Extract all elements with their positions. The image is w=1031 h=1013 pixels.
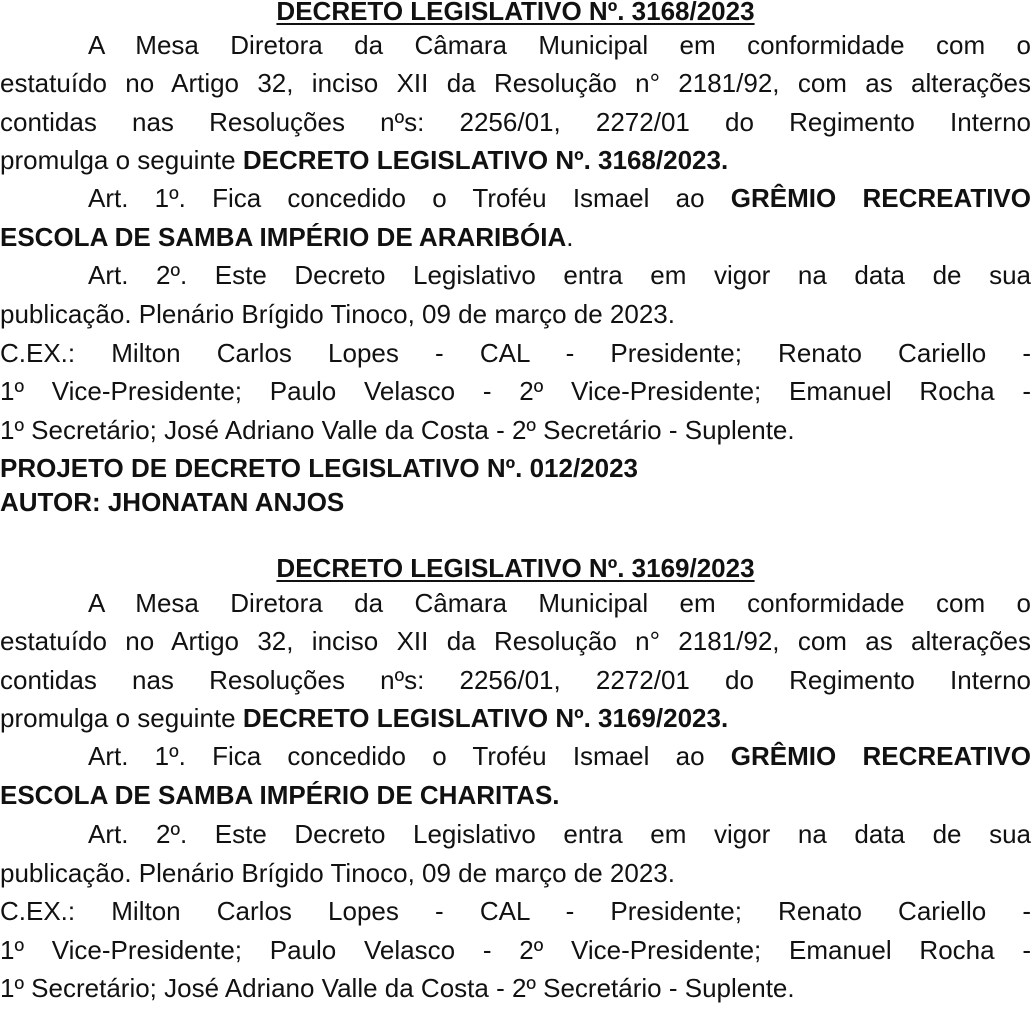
decree-1-art1-line-2 bbox=[0, 218, 1031, 256]
decree-2-intro-line-3: contidas nas Resoluções nºs: 2256/01, 2272/01 do Regimento Interno bbox=[0, 665, 1031, 695]
decree-1-art1-line-1-bold: GRÊMIO RECREATIVO bbox=[730, 183, 1031, 213]
decree-2-art1-line-1-text: Art. 1º. Fica concedido o Troféu Ismael ao bbox=[88, 741, 731, 771]
decree-1-cex-line-2: 1º Vice-Presidente; Paulo Velasco - 2º Vice-Presidente; Emanuel Rocha - bbox=[0, 376, 1031, 406]
decree-1-art1-line-2-bold: ESCOLA DE SAMBA IMPÉRIO DE ARARIBÓIA bbox=[0, 222, 567, 252]
decree-1-intro-line-4-text: promulga o seguinte bbox=[0, 145, 243, 175]
project-number bbox=[0, 449, 1031, 487]
decree-2-cex-line-3: 1º Secretário; José Adriano Valle da Costa - 2º Secretário - Suplente. bbox=[0, 973, 795, 1003]
decree-2-art2-line-1: Art. 2º. Este Decreto Legislativo entra em vigor na data de sua bbox=[88, 819, 1031, 849]
decree-1-intro-line-2: estatuído no Artigo 32, inciso XII da Resolução n° 2181/92, com as alterações bbox=[0, 68, 1031, 98]
decree-1-art2-line-1: Art. 2º. Este Decreto Legislativo entra em vigor na data de sua bbox=[88, 260, 1031, 290]
decree-1-intro-line-4-bold: DECRETO LEGISLATIVO Nº. 3168/2023. bbox=[242, 145, 729, 175]
decree-2-intro-line-4 bbox=[0, 699, 1031, 737]
decree-1-title-text: DECRETO LEGISLATIVO Nº. 3168/2023 bbox=[276, 0, 755, 26]
decree-2-intro-line-1: A Mesa Diretora da Câmara Municipal em conformidade com o bbox=[88, 588, 1031, 618]
decree-1-intro-line-3: contidas nas Resoluções nºs: 2256/01, 2272/01 do Regimento Interno bbox=[0, 107, 1031, 137]
project-author-text: AUTOR: JHONATAN ANJOS bbox=[0, 487, 345, 517]
decree-2-art1-line-1 bbox=[0, 737, 1031, 775]
decree-1-art1-line-1-text: Art. 1º. Fica concedido o Troféu Ismael ao bbox=[88, 183, 731, 213]
decree-2-intro-line-2: estatuído no Artigo 32, inciso XII da Resolução n° 2181/92, com as alterações bbox=[0, 626, 1031, 656]
decree-1-intro-line-4 bbox=[0, 141, 1031, 179]
decree-2-art1-line-2 bbox=[0, 776, 1031, 814]
decree-1-art1-line-1 bbox=[0, 179, 1031, 217]
project-number-text: PROJETO DE DECRETO LEGISLATIVO Nº. 012/2023 bbox=[0, 453, 639, 483]
decree-1-art2-line-2: publicação. Plenário Brígido Tinoco, 09 de março de 2023. bbox=[0, 299, 675, 329]
decree-2-art1-line-2-bold: ESCOLA DE SAMBA IMPÉRIO DE CHARITAS. bbox=[0, 780, 560, 810]
decree-2-art1-line-1-bold: GRÊMIO RECREATIVO bbox=[730, 741, 1031, 771]
decree-1-intro-line-1: A Mesa Diretora da Câmara Municipal em conformidade com o bbox=[88, 30, 1031, 60]
decree-1-art1-line-2-text: . bbox=[566, 222, 574, 252]
decree-2-intro-line-4-bold: DECRETO LEGISLATIVO Nº. 3169/2023. bbox=[242, 703, 729, 733]
decree-1-cex-line-1: C.EX.: Milton Carlos Lopes - CAL - Presidente; Renato Cariello - bbox=[0, 338, 1031, 368]
decree-2-cex-line-1: C.EX.: Milton Carlos Lopes - CAL - Presidente; Renato Cariello - bbox=[0, 896, 1031, 926]
decree-2-title bbox=[0, 549, 1031, 587]
decree-2-intro-line-4-text: promulga o seguinte bbox=[0, 703, 243, 733]
decree-2-art2-line-2: publicação. Plenário Brígido Tinoco, 09 de março de 2023. bbox=[0, 858, 675, 888]
decree-2-cex-line-2: 1º Vice-Presidente; Paulo Velasco - 2º Vice-Presidente; Emanuel Rocha - bbox=[0, 935, 1031, 965]
decree-2-title-text: DECRETO LEGISLATIVO Nº. 3169/2023 bbox=[276, 553, 755, 583]
project-author bbox=[0, 483, 1031, 521]
decree-1-cex-line-3: 1º Secretário; José Adriano Valle da Costa - 2º Secretário - Suplente. bbox=[0, 415, 795, 445]
